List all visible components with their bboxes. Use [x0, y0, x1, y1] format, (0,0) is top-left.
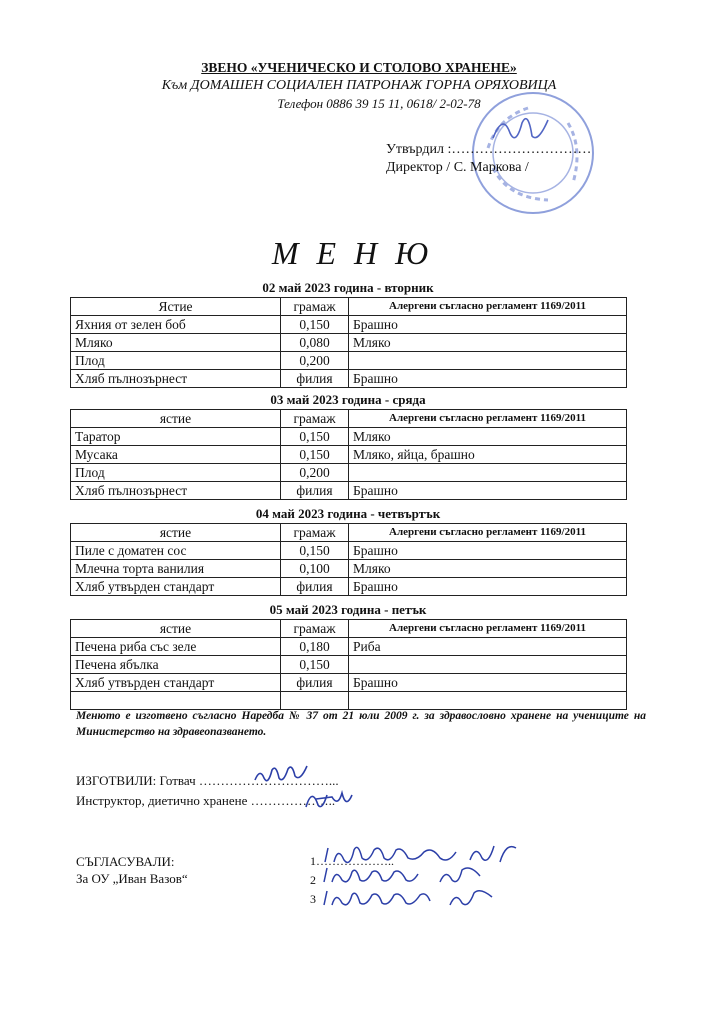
header-dish: ястие: [71, 524, 281, 542]
header-dish: ястие: [71, 410, 281, 428]
table-row: [71, 638, 627, 656]
grams-cell: 0,150: [281, 428, 349, 446]
table-header-row: [71, 620, 627, 638]
signature-line-1: 1………………..: [310, 854, 394, 868]
header-grams: грамаж: [281, 620, 349, 638]
allergen-cell: Мляко: [349, 560, 627, 578]
grams-cell: 0,200: [281, 464, 349, 482]
grams-cell: 0,080: [281, 334, 349, 352]
table-row-empty: [71, 692, 627, 710]
table-row: [71, 542, 627, 560]
grams-cell: филия: [281, 674, 349, 692]
dish-cell: Млечна торта ванилия: [71, 560, 281, 578]
dish-cell: Яхния от зелен боб: [71, 316, 281, 334]
grams-cell: филия: [281, 482, 349, 500]
org-subtitle: Към ДОМАШЕН СОЦИАЛЕН ПАТРОНАЖ ГОРНА ОРЯХОВИЦА: [161, 78, 557, 93]
allergen-cell: Брашно: [349, 482, 627, 500]
prepared-instructor-line: Инструктор, диетично хранене ………………..: [76, 793, 336, 808]
table-row: [71, 316, 627, 334]
allergen-cell: [349, 464, 627, 482]
allergen-cell: Мляко: [349, 334, 627, 352]
grams-cell: филия: [281, 370, 349, 388]
grams-cell: 0,100: [281, 560, 349, 578]
grams-cell: 0,150: [281, 446, 349, 464]
prepared-cook-line: ИЗГОТВИЛИ: Готвач …………………………...: [76, 773, 339, 788]
day-title-4: 05 май 2023 година - петък: [269, 602, 427, 617]
table-header-row: [71, 298, 627, 316]
header-allergens: Алергени съгласно регламент 1169/2011: [349, 524, 627, 542]
dish-cell: Хляб утвърден стандарт: [71, 674, 281, 692]
signature-line-2: 2: [310, 873, 316, 887]
header-allergens: Алергени съгласно регламент 1169/2011: [349, 620, 627, 638]
dish-cell: Мусака: [71, 446, 281, 464]
page-title: МЕНЮ: [271, 235, 447, 271]
header-dish: ястие: [71, 620, 281, 638]
empty-cell: [281, 692, 349, 710]
grams-cell: 0,200: [281, 352, 349, 370]
menu-table-4: [70, 619, 627, 710]
allergen-cell: Брашно: [349, 316, 627, 334]
grams-cell: 0,150: [281, 316, 349, 334]
dish-cell: Хляб утвърден стандарт: [71, 578, 281, 596]
dish-cell: Хляб пълнозърнест: [71, 370, 281, 388]
dish-cell: Печена ябълка: [71, 656, 281, 674]
table-row: [71, 482, 627, 500]
header-grams: грамаж: [281, 410, 349, 428]
allergen-cell: Мляко, яйца, брашно: [349, 446, 627, 464]
empty-cell: [71, 692, 281, 710]
allergen-cell: [349, 656, 627, 674]
empty-cell: [349, 692, 627, 710]
header-grams: грамаж: [281, 524, 349, 542]
table-row: [71, 428, 627, 446]
regulation-note: Менюто е изготвено съгласно Наредба № 37 от 21 юли 2009 г. за здравословно хранене на учениците на Министерство на здравеопазването.: [76, 710, 646, 738]
day-title-3: 04 май 2023 година - четвъртък: [255, 506, 441, 521]
table-row: [71, 352, 627, 370]
table-row: [71, 464, 627, 482]
header-grams: грамаж: [281, 298, 349, 316]
allergen-cell: Риба: [349, 638, 627, 656]
table-row: [71, 560, 627, 578]
menu-table-1: [70, 297, 627, 388]
day-title-1: 02 май 2023 година - вторник: [262, 280, 434, 295]
table-row: [71, 446, 627, 464]
dish-cell: Мляко: [71, 334, 281, 352]
header-allergens: Алергени съгласно регламент 1169/2011: [349, 298, 627, 316]
dish-cell: Печена риба със зеле: [71, 638, 281, 656]
director-line: Директор / С. Маркова /: [386, 160, 529, 175]
grams-cell: 0,150: [281, 656, 349, 674]
signature-3-icon: [320, 883, 500, 911]
agreed-label: СЪГЛАСУВАЛИ:: [76, 854, 175, 869]
grams-cell: 0,180: [281, 638, 349, 656]
table-row: [71, 334, 627, 352]
signature-line-3: 3: [310, 892, 316, 906]
dish-cell: Плод: [71, 464, 281, 482]
table-row: [71, 656, 627, 674]
org-phone: Телефон 0886 39 15 11, 0618/ 2-02-78: [277, 96, 481, 111]
table-row: [71, 370, 627, 388]
org-name: ЗВЕНО «УЧЕНИЧЕСКО И СТОЛОВО ХРАНЕНЕ»: [201, 60, 517, 75]
table-row: [71, 674, 627, 692]
allergen-cell: Брашно: [349, 578, 627, 596]
day-title-2: 03 май 2023 година - сряда: [270, 392, 426, 407]
header-allergens: Алергени съгласно регламент 1169/2011: [349, 410, 627, 428]
allergen-cell: [349, 352, 627, 370]
dish-cell: Пиле с доматен сос: [71, 542, 281, 560]
dish-cell: Плод: [71, 352, 281, 370]
grams-cell: 0,150: [281, 542, 349, 560]
dish-cell: Таратор: [71, 428, 281, 446]
dish-cell: Хляб пълнозърнест: [71, 482, 281, 500]
menu-table-2: [70, 409, 627, 500]
table-header-row: [71, 410, 627, 428]
menu-table-3: [70, 523, 627, 596]
table-header-row: [71, 524, 627, 542]
allergen-cell: Брашно: [349, 674, 627, 692]
instructor-signature-icon: [302, 783, 354, 813]
header-dish: Ястие: [71, 298, 281, 316]
grams-cell: филия: [281, 578, 349, 596]
allergen-cell: Мляко: [349, 428, 627, 446]
allergen-cell: Брашно: [349, 370, 627, 388]
table-row: [71, 578, 627, 596]
allergen-cell: Брашно: [349, 542, 627, 560]
school-line: За ОУ „Иван Вазов“: [76, 871, 188, 886]
approved-line: Утвърдил :…………………………: [386, 142, 592, 157]
